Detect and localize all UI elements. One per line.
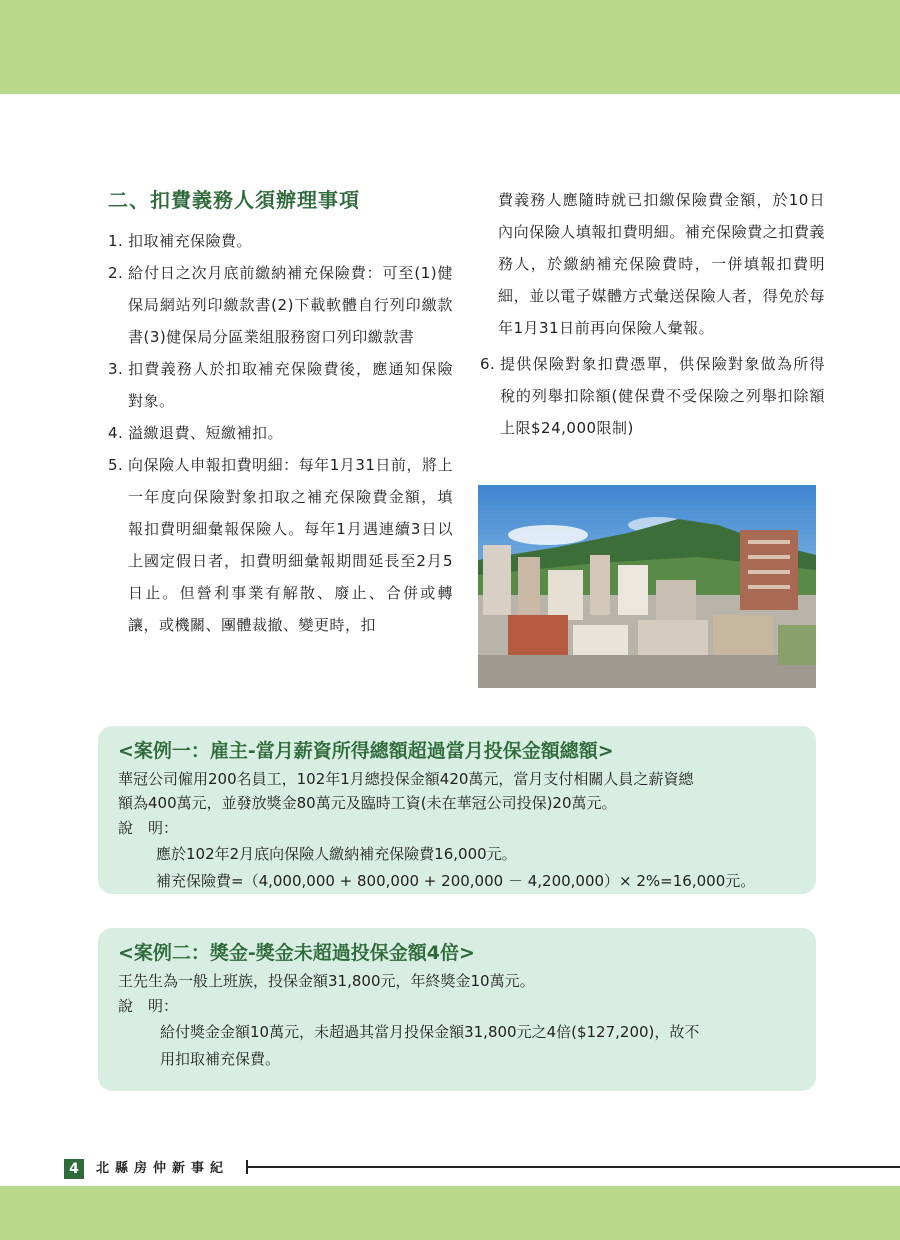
left-column: [108, 184, 453, 641]
case-one-line-2: 額為400萬元，並發放獎金80萬元及臨時工資(未在華冠公司投保)20萬元。: [118, 794, 617, 812]
list-item-5: [108, 449, 453, 641]
list-item-5-continued: 費義務人應隨時就已扣繳保險費金額，於10日內向保險人填報扣費明細。補充保險費之扣費義務人，於繳納補充保險費時，一併填報扣費明細，並以電子媒體方式彙送保險人者，得免於每年1月31日前再向保險人彙報。: [498, 191, 825, 337]
item-text: 向保險人申報扣費明細：每年1月31日前，將上一年度向保險對象扣取之補充保險費金額，填報扣費明細彙報保險人。每年1月遇連續3日以上國定假日者，扣費明細彙報期間延長至2月5日止。但營利事業有解散、廢止、合併或轉讓，或機關、團體裁撤、變更時，扣: [128, 456, 453, 634]
top-green-band: [0, 0, 900, 94]
bottom-green-band: [0, 1186, 900, 1240]
case-two-box: [98, 928, 816, 1091]
item-text: 扣費義務人於扣取補充保險費後，應通知保險對象。: [128, 360, 453, 410]
case-two-note-1: 給付獎金金額10萬元，未超過其當月投保金額31,800元之4倍($127,200)，故不: [160, 1023, 700, 1041]
list-item-4: [108, 417, 453, 449]
case-two-title: <案例二：獎金-獎金未超過投保金額4倍>: [118, 942, 475, 964]
item-text: 提供保險對象扣費憑單，供保險對象做為所得稅的列舉扣除額(健保費不受保險之列舉扣除額上限$24,000限制): [500, 355, 825, 437]
case-one-note-2: 補充保險費=（4,000,000 + 800,000 + 200,000 － 4,200,000）× 2%=16,000元。: [156, 872, 756, 890]
page-number: 4: [64, 1159, 84, 1179]
city-skyline-photo: [478, 485, 816, 688]
case-one-note-label: 說 明：: [118, 819, 179, 837]
item-number: 4.: [108, 424, 124, 442]
right-column: [480, 184, 825, 444]
item-text: 溢繳退費、短繳補扣。: [128, 424, 284, 442]
item-number: 3.: [108, 360, 124, 378]
item-number: 6.: [480, 355, 496, 373]
item-text: 扣取補充保險費。: [128, 232, 253, 250]
case-one-note-1: 應於102年2月底向保險人繳納補充保險費16,000元。: [156, 845, 517, 863]
list-item-6: [480, 348, 825, 444]
list-item-2: [108, 257, 453, 353]
publication-title: 北縣房仲新事紀: [96, 1161, 230, 1176]
list-item-3: [108, 353, 453, 417]
case-one-title: <案例一：雇主-當月薪資所得總額超過當月投保金額總額>: [118, 740, 614, 762]
case-one-line-1: 華冠公司僱用200名員工，102年1月總投保金額420萬元，當月支付相關人員之薪資總: [118, 770, 694, 788]
case-two-note-2: 用扣取補充保費。: [160, 1050, 281, 1068]
item-number: 2.: [108, 264, 124, 282]
case-two-line-1: 王先生為一般上班族，投保金額31,800元，年終獎金10萬元。: [118, 972, 535, 990]
case-two-note-label: 說 明：: [118, 997, 179, 1015]
list-item-1: [108, 225, 453, 257]
item-text: 給付日之次月底前繳納補充保險費：可至(1)健保局網站列印繳款書(2)下載軟體自行列印繳款書(3)健保局分區業組服務窗口列印繳款書: [128, 264, 453, 346]
section-heading: 二、扣費義務人須辦理事項: [108, 188, 360, 212]
case-one-box: [98, 726, 816, 894]
item-number: 5.: [108, 456, 124, 474]
item-number: 1.: [108, 232, 124, 250]
footer-rule: [246, 1166, 900, 1168]
